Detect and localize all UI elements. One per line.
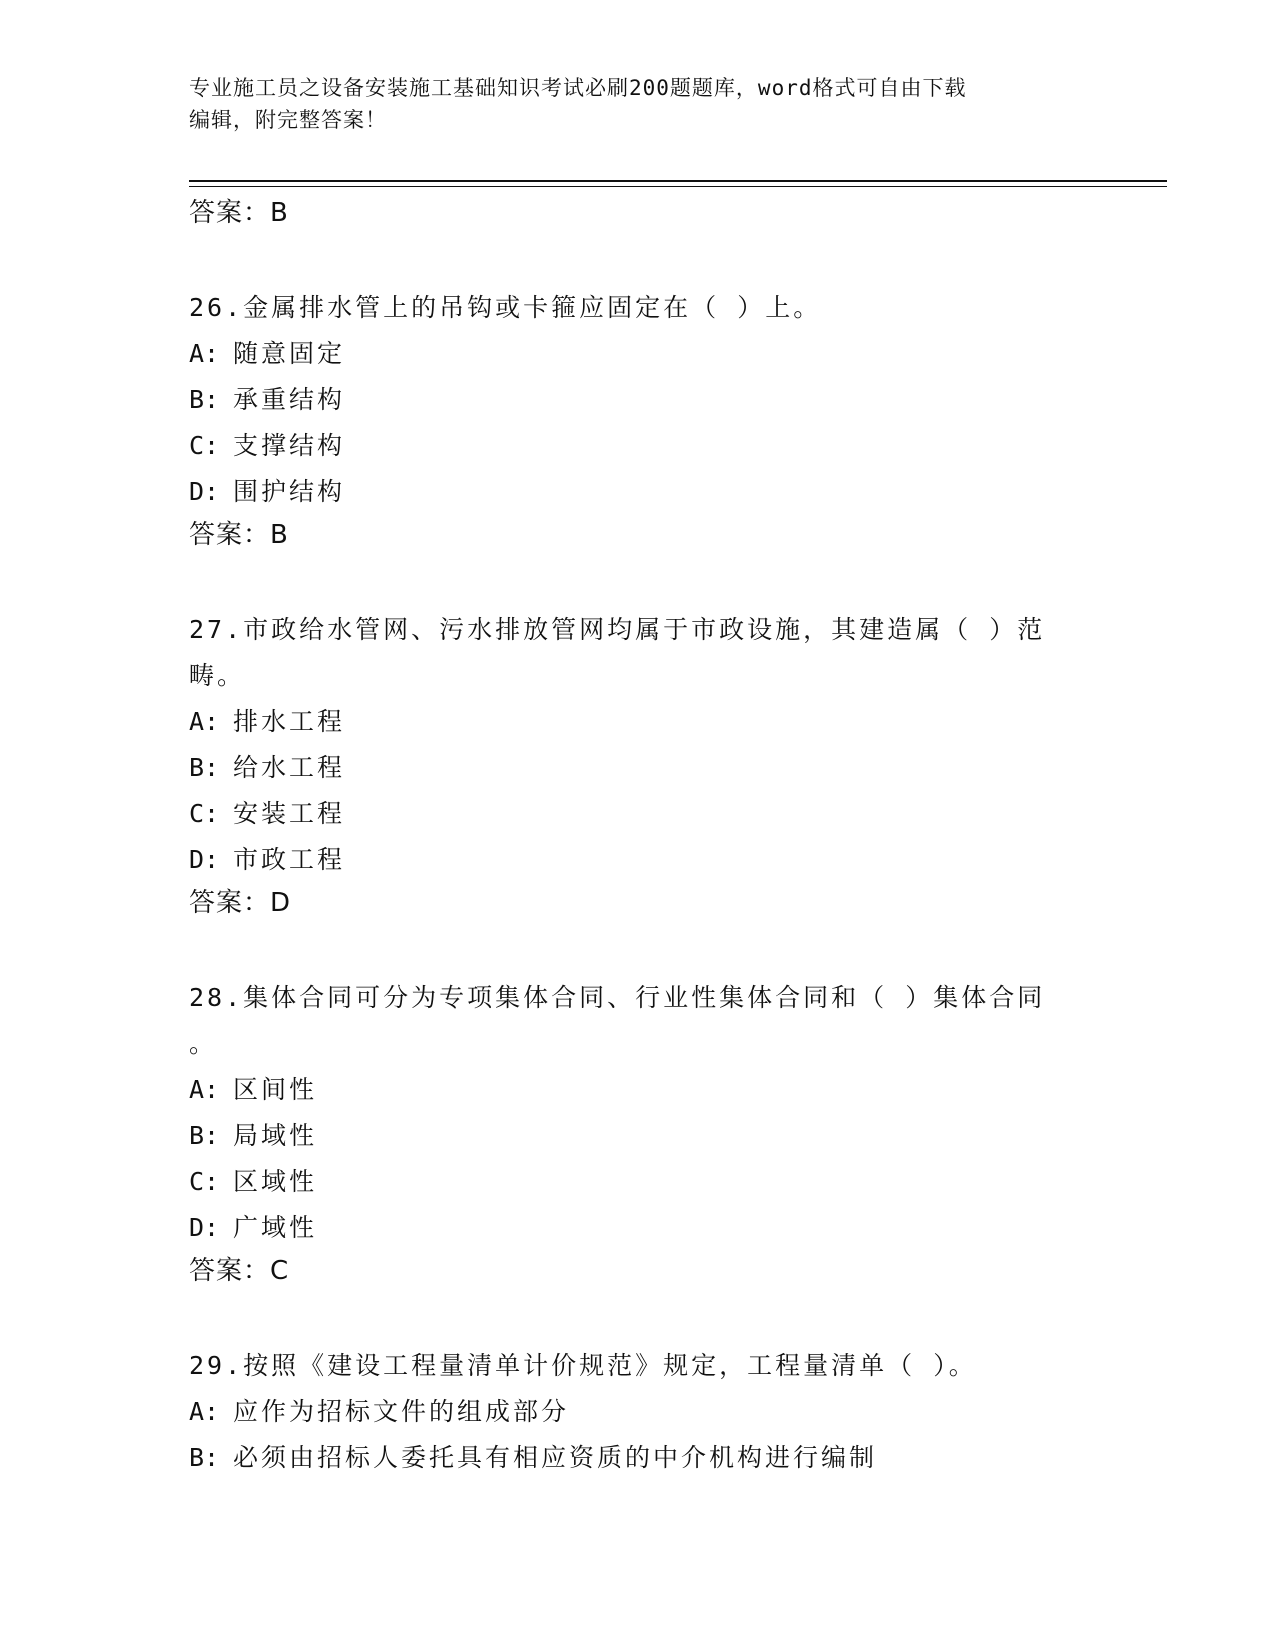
answer-line: 答案：D xyxy=(189,888,292,918)
option-c xyxy=(189,791,1089,837)
answer-line: 答案：C xyxy=(189,1256,290,1286)
header-line-1: 专业施工员之设备安装施工基础知识考试必刷200题题库，word格式可自由下载 xyxy=(189,76,967,100)
option-label: A: xyxy=(189,1075,220,1104)
document-header xyxy=(189,72,1089,136)
option-text: 支撑结构 xyxy=(233,431,346,460)
option-label: C: xyxy=(189,431,220,460)
option-text: 安装工程 xyxy=(233,799,346,828)
option-label: B: xyxy=(189,753,220,782)
option-c xyxy=(189,1159,1089,1205)
option-a xyxy=(189,699,1089,745)
option-text: 随意固定 xyxy=(233,339,346,368)
header-divider-thin xyxy=(189,186,1167,187)
option-text: 围护结构 xyxy=(233,477,346,506)
option-text: 给水工程 xyxy=(233,753,346,782)
document-body xyxy=(189,193,1089,1481)
option-text: 局域性 xyxy=(233,1121,318,1150)
answer-line: 答案：B xyxy=(189,520,289,550)
option-text: 承重结构 xyxy=(233,385,346,414)
option-label: D: xyxy=(189,845,220,874)
question-stem: 29.按照《建设工程量清单计价规范》规定，工程量清单（ ）。 xyxy=(189,1351,977,1380)
option-label: B: xyxy=(189,1443,220,1472)
option-d xyxy=(189,469,1089,515)
question-stem: 26.金属排水管上的吊钩或卡箍应固定在（ ）上。 xyxy=(189,293,822,322)
option-d xyxy=(189,1205,1089,1251)
question-stem-continuation: 。 xyxy=(189,1029,218,1058)
question-29 xyxy=(189,1343,1089,1481)
option-d xyxy=(189,837,1089,883)
option-c xyxy=(189,423,1089,469)
option-label: A: xyxy=(189,1397,220,1426)
option-text: 区域性 xyxy=(233,1167,318,1196)
option-text: 必须由招标人委托具有相应资质的中介机构进行编制 xyxy=(233,1443,878,1472)
option-label: B: xyxy=(189,1121,220,1150)
option-label: A: xyxy=(189,339,220,368)
question-stem: 28.集体合同可分为专项集体合同、行业性集体合同和（ ）集体合同 xyxy=(189,983,1046,1012)
option-a xyxy=(189,1389,1089,1435)
header-line-2: 编辑，附完整答案！ xyxy=(189,108,387,132)
option-text: 排水工程 xyxy=(233,707,346,736)
question-stem: 27.市政给水管网、污水排放管网均属于市政设施，其建造属（ ）范 xyxy=(189,615,1046,644)
question-27 xyxy=(189,607,1089,923)
option-text: 应作为招标文件的组成部分 xyxy=(233,1397,570,1426)
option-label: C: xyxy=(189,799,220,828)
answer-line: 答案：B xyxy=(189,198,289,228)
option-a xyxy=(189,331,1089,377)
option-text: 市政工程 xyxy=(233,845,346,874)
option-label: D: xyxy=(189,1213,220,1242)
question-stem-continuation: 畴。 xyxy=(189,661,246,690)
option-text: 区间性 xyxy=(233,1075,318,1104)
header-divider-thick xyxy=(189,180,1167,182)
question-28 xyxy=(189,975,1089,1291)
option-label: B: xyxy=(189,385,220,414)
option-b xyxy=(189,1113,1089,1159)
option-b xyxy=(189,1435,1089,1481)
option-a xyxy=(189,1067,1089,1113)
option-label: C: xyxy=(189,1167,220,1196)
option-b xyxy=(189,745,1089,791)
option-label: D: xyxy=(189,477,220,506)
option-label: A: xyxy=(189,707,220,736)
option-text: 广域性 xyxy=(233,1213,318,1242)
question-26 xyxy=(189,285,1089,555)
option-b xyxy=(189,377,1089,423)
